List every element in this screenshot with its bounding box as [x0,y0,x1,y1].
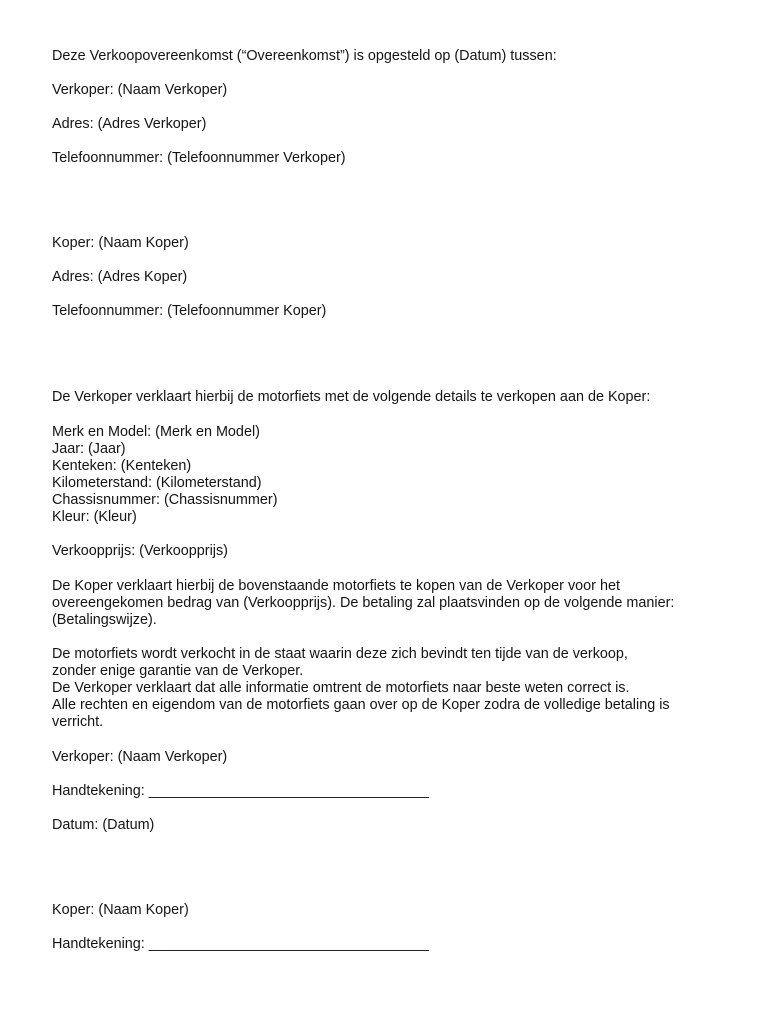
buyer-name: Koper: (Naam Koper) [52,235,189,251]
detail-year: Jaar: (Jaar) [52,441,126,457]
terms-line: zonder enige garantie van de Verkoper. [52,663,304,679]
buyer-signature-line: Handtekening: ___________________________________ [52,936,429,952]
seller-address: Adres: (Adres Verkoper) [52,116,207,132]
detail-mileage: Kilometerstand: (Kilometerstand) [52,475,262,491]
seller-sign-date: Datum: (Datum) [52,817,155,833]
price-line: Verkoopprijs: (Verkoopprijs) [52,543,228,559]
payment-line: (Betalingswijze). [52,612,157,628]
detail-color: Kleur: (Kleur) [52,509,137,525]
seller-sign-name: Verkoper: (Naam Verkoper) [52,749,228,765]
payment-line: De Koper verklaart hierbij de bovenstaande motorfiets te kopen van de Verkoper voor het [52,578,620,594]
detail-brand-model: Merk en Model: (Merk en Model) [52,424,260,440]
terms-line: De Verkoper verklaart dat alle informatie omtrent de motorfiets naar beste weten correct is. [52,680,630,696]
buyer-phone: Telefoonnummer: (Telefoonnummer Koper) [52,303,327,319]
seller-name: Verkoper: (Naam Verkoper) [52,82,228,98]
seller-phone: Telefoonnummer: (Telefoonnummer Verkoper) [52,150,346,166]
buyer-sign-name: Koper: (Naam Koper) [52,902,189,918]
terms-line: De motorfiets wordt verkocht in de staat waarin deze zich bevindt ten tijde van de verkoop, [52,646,628,662]
detail-chassis: Chassisnummer: (Chassisnummer) [52,492,278,508]
terms-line: Alle rechten en eigendom van de motorfiets gaan over op de Koper zodra de volledige betaling is [52,697,670,713]
terms-line: verricht. [52,714,104,730]
intro-text: Deze Verkoopovereenkomst (“Overeenkomst”) is opgesteld op (Datum) tussen: [52,48,557,64]
seller-signature-line: Handtekening: ___________________________________ [52,783,429,799]
buyer-address: Adres: (Adres Koper) [52,269,188,285]
detail-plate: Kenteken: (Kenteken) [52,458,192,474]
payment-line: overeengekomen bedrag van (Verkoopprijs). De betaling zal plaatsvinden op de volgende manier: [52,595,675,611]
declaration-text: De Verkoper verklaart hierbij de motorfiets met de volgende details te verkopen aan de Koper: [52,389,651,405]
